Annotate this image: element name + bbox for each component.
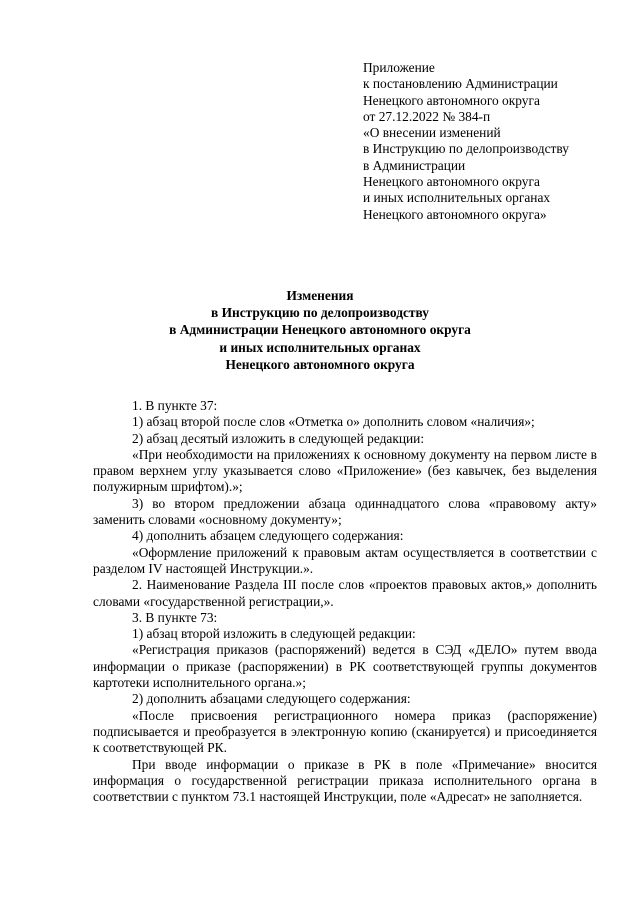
- appendix-block: [363, 60, 623, 223]
- paragraph: 2. Наименование Раздела III после слов «проектов правовых актов,» дополнить словами «государственной регистрации,».: [93, 577, 597, 609]
- paragraph: При вводе информации о приказе в РК в поле «Примечание» вносится информация о государственной регистрации приказа исполнительного органа в соответствии с пунктом 73.1 настоящей Инструкции, поле «Адресат» не заполняется.: [93, 756, 597, 805]
- paragraph: 2) абзац десятый изложить в следующей редакции:: [132, 430, 425, 446]
- appendix-line: Ненецкого автономного округа: [363, 174, 540, 190]
- appendix-line: Ненецкого автономного округа: [363, 92, 540, 108]
- appendix-line: к постановлению Администрации: [363, 76, 558, 92]
- paragraph: «Регистрация приказов (распоряжений) ведется в СЭД «ДЕЛО» путем ввода информации о приказе (распоряжении) в РК соответствующей группы документов картотеки исполнительного органа.»;: [93, 642, 597, 691]
- paragraph: 1) абзац второй изложить в следующей редакции:: [132, 626, 416, 642]
- appendix-line: от 27.12.2022 № 384-п: [363, 108, 491, 124]
- paragraph: «После присвоения регистрационного номера приказ (распоряжение) подписывается и преобразуется в электронную копию (сканируется) и присоединяется к соответствующей РК.: [93, 707, 597, 756]
- paragraph: «При необходимости на приложениях к основному документу на первом листе в правом верхнем углу указывается слово «Приложение» (без кавычек, без выделения полужирным шрифтом).»;: [93, 446, 597, 495]
- appendix-line: в Инструкцию по делопроизводству: [363, 141, 569, 157]
- appendix-line: Ненецкого автономного округа»: [363, 206, 547, 222]
- appendix-line: Приложение: [363, 60, 435, 75]
- paragraph: 2) дополнить абзацами следующего содержания:: [132, 691, 411, 707]
- title-line: и иных исполнительных органах: [219, 339, 421, 355]
- appendix-line: «О внесении изменений: [363, 125, 501, 141]
- title-line: Ненецкого автономного округа: [225, 356, 415, 372]
- appendix-line: в Администрации: [363, 157, 466, 173]
- document-title: [0, 287, 640, 373]
- paragraph: 3) во втором предложении абзаца одиннадцатого слова «правовому акту» заменить словами «основному документу»;: [93, 495, 597, 528]
- paragraph: 3. В пункте 73:: [132, 609, 218, 625]
- appendix-line: и иных исполнительных органах: [363, 190, 551, 206]
- paragraph: 1) абзац второй после слов «Отметка о» дополнить словом «наличия»;: [132, 414, 535, 430]
- title-line: в Администрации Ненецкого автономного округа: [169, 322, 471, 338]
- paragraph: 4) дополнить абзацем следующего содержания:: [132, 528, 404, 544]
- title-line: в Инструкцию по делопроизводству: [211, 305, 429, 321]
- title-line: Изменения: [286, 288, 354, 303]
- document-body: [93, 398, 597, 805]
- paragraph: 1. В пункте 37:: [132, 398, 218, 413]
- paragraph: «Оформление приложений к правовым актам осуществляется в соответствии с разделом IV настоящей Инструкции.».: [93, 544, 597, 576]
